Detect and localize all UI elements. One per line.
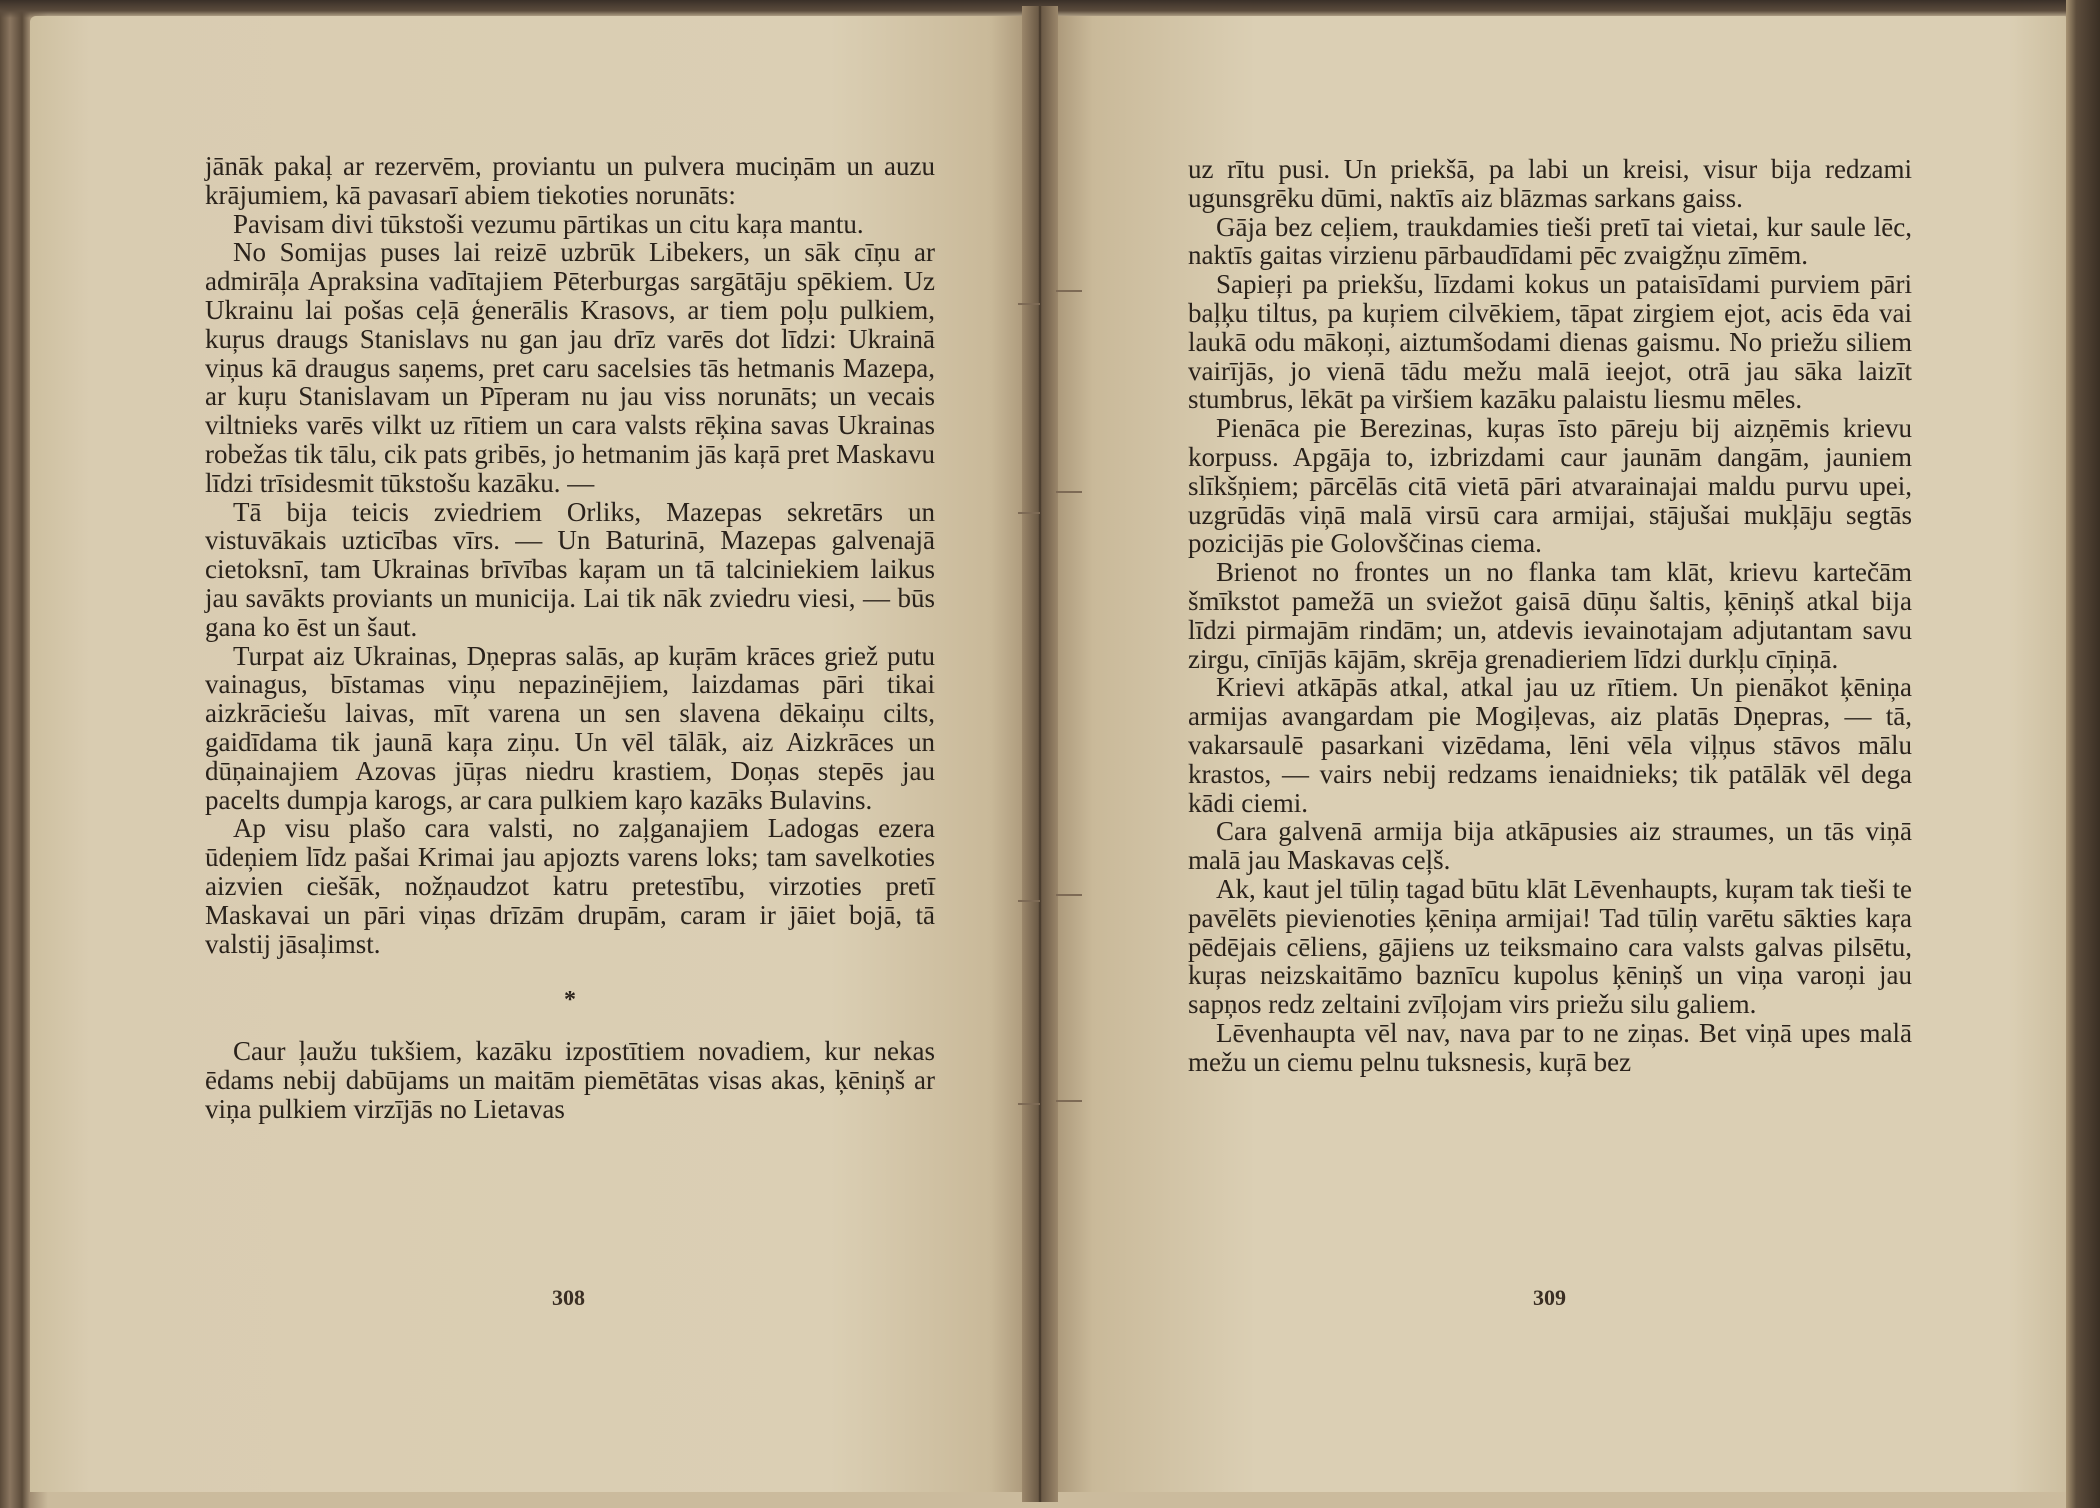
paragraph: jānāk pakaļ ar rezervēm, proviantu un pulvera muciņām un auzu krājumiem, kā pavasarī abiem tiekoties norunāts: [205,151,935,210]
gutter-mark [1056,894,1082,896]
paragraph: Krievi atkāpās atkal, atkal jau uz rītiem. Un pienākot ķēniņa armijas avangardam pie Mogiļevas, aiz platās Dņepras, — tā, vakarsaulē pasarkani vizēdama, lēni vēla viļņus stāvos mālu krastos, — vairs nebij redzams ienaidnieks; tik patālāk vēl dega kādi ciemi. [1188,672,1912,818]
gutter-mark [1018,1103,1040,1105]
paragraph: Lēvenhaupta vēl nav, nava par to ne ziņas. Bet viņā upes malā mežu un ciemu pelnu tuksnesis, kuŗā bez [1188,1017,1912,1077]
paragraph: uz rītu pusi. Un priekšā, pa labi un kreisi, visur bija redzami ugunsgrēku dūmi, naktīs aiz blāzmas sarkans gaiss. [1188,154,1912,213]
right-page-text [1188,155,1912,1077]
paragraph: Sapieŗi pa priekšu, līzdami kokus un pataisīdami purviem pāri baļķu tiltus, pa kuŗiem cilvēkiem, tāpat zirgiem ejot, acis ēda vai laukā odu mākoņi, aiztumšodami dienas gaismu. No priežu siliem vairījās, jo vienā tādu mežu malā ieejot, otrā jau sāka laizīt stumbrus, lēkāt pa viršiem kazāku palaistu liesmu mēles. [1188,269,1912,415]
gutter-mark [1018,900,1040,902]
book-right-edge [2066,0,2100,1508]
section-divider: * [564,987,576,1014]
page-number-right: 309 [1533,1285,1566,1310]
paragraph: Turpat aiz Ukrainas, Dņepras salās, ap kuŗām krāces griež putu vainagus, bīstamas viņu nepazinējiem, laizdamas pāri tikai aizkrāciešu laivas, mīt varena un sen slavena dēkaiņu cilts, gaidīdama tik jaunā kaŗa ziņu. Un vēl tālāk, aiz Aizkrāces un dūņainajiem Azovas jūŗas niedru krastiem, Doņas stepēs jau pacelts dumpja karogs, ar cara pulkiem kaŗo kazāks Bulavins. [205,640,935,815]
paragraph: Gāja bez ceļiem, traukdamies tieši pretī tai vietai, kur saule lēc, naktīs gaitas virzienu pārbaudīdami pēc zvaigžņu zīmēm. [1188,211,1912,271]
gutter-mark [1018,303,1040,305]
gutter-mark [1056,1100,1082,1102]
paragraph: Brienot no frontes un no flanka tam klāt, krievu kartečām šmīkstot pamežā un sviežot gaisā dūņu šaltis, ķēniņš atkal bija līdzi pirmajām rindām; un, atdevis ievainotajam adjutantam savu zirgu, cīnījās kājām, skrēja grenadieriem līdzi durkļu cīņiņā. [1188,557,1912,674]
paragraph: Tā bija teicis zviedriem Orliks, Mazepas sekretārs un vistuvākais uzticības vīrs. — Un Baturinā, Mazepas galvenajā cietoksnī, tam Ukrainas brīvības kaŗam un tā talciniekiem laikus jau savākts proviants un municija. Lai tik nāk zviedru viesi, — būs gana ko ēst un šaut. [205,496,935,642]
paragraph: Ap visu plašo cara valsti, no zaļganajiem Ladogas ezera ūdeņiem līdz pašai Krimai jau apjozts varens loks; tam savelkoties aizvien ciešāk, nožņaudzot katru pretestību, virzoties pretī Maskavai un pāri viņas drīzām drupām, caram ir jāiet bojā, tā valstij jāsaļimst. [205,813,935,959]
left-page-text [205,152,935,1124]
gutter-mark [1056,491,1082,493]
gutter-mark [1018,512,1040,514]
page-number-left: 308 [552,1285,585,1310]
paragraph: Pavisam divi tūkstoši vezumu pārtikas un citu kaŗa mantu. [233,208,864,239]
paragraph: Pienāca pie Berezinas, kuŗas īsto pāreju bij aizņēmis krievu korpuss. Apgāja to, izbrizdami caur jaunām dangām, jauniem slīkšņiem; pārcēlās citā vietā pāri atvarainajai maldu purvu upei, uzgrūdās viņā malā virsū cara armijai, stājušai mukļāju segtās pozicijās pie Golovščinas ciema. [1188,413,1912,559]
book-gutter [1022,6,1058,1502]
paragraph: No Somijas puses lai reizē uzbrūk Libekers, un sāk cīņu ar admirāļa Apraksina vadītajiem Pēterburgas sargātāju spēkiem. Uz Ukrainu lai pošas ceļā ģenerālis Krasovs, ar tiem poļu pulkiem, kuŗus draugs Stanislavs nu gan jau drīz varēs dot līdzi: Ukrainā viņus kā draugus saņems, pret caru sacelsies tās hetmanis Mazepa, ar kuŗu Stanislavam un Pīperam nu jau viss norunāts; un vecais viltnieks varēs vilkt uz rītiem un cara valsts rēķina savas Ukrainas robežas tik tālu, cik pats gribēs, jo hetmanim jās kaŗā pret Maskavu līdzi trīsidesmit tūkstošu kazāku. — [205,237,935,498]
paragraph: Cara galvenā armija bija atkāpusies aiz straumes, un tās viņā malā jau Maskavas ceļš. [1188,816,1912,876]
gutter-mark [1056,290,1082,292]
paragraph: Ak, kaut jel tūliņ tagad būtu klāt Lēvenhaupts, kuŗam tak tieši te pavēlēts pievienoties ķēniņa armijai! Tad tūliņ varētu sākties kaŗa pēdējais cēliens, gājiens uz teiksmaino cara valsts galvas pilsētu, kuŗas neizskaitāmo baznīcu kupolus ķēniņš un viņa varoņi jau sapņos redz zeltaini zvīļojam virs priežu silu galiem. [1188,873,1912,1020]
paragraph: Caur ļaužu tukšiem, kazāku izpostītiem novadiem, kur nekas ēdams nebij dabūjams un maitām piemētātas visas akas, ķēniņš ar viņa pulkiem virzījās no Lietavas [205,1036,935,1124]
